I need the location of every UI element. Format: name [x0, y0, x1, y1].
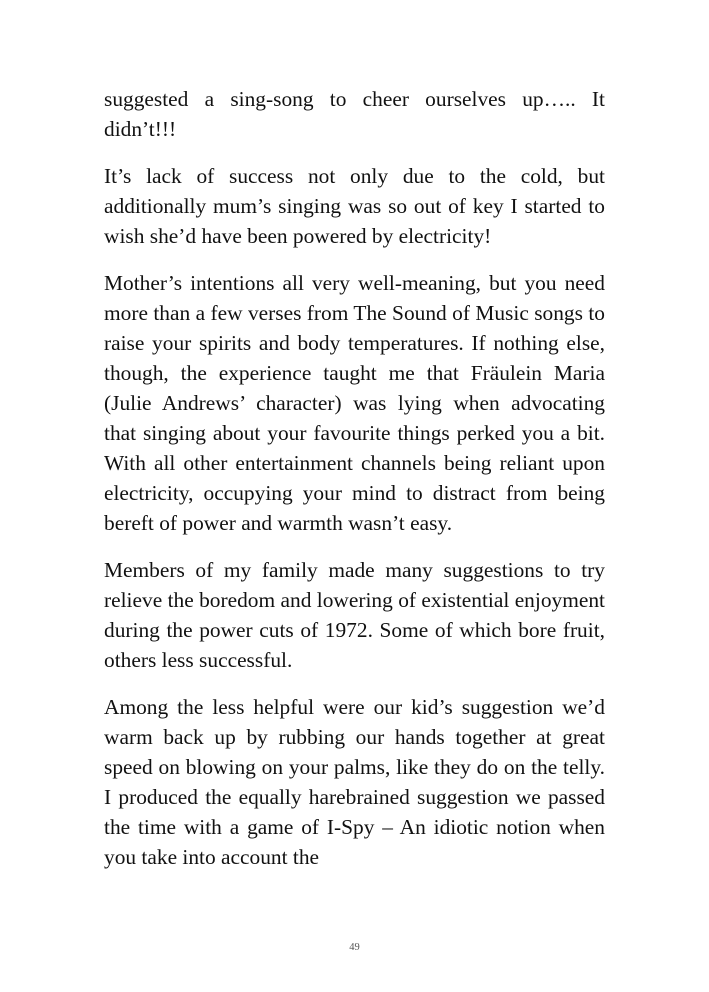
page-body: [104, 84, 605, 889]
page-number: 49: [349, 942, 360, 953]
paragraph-2: It’s lack of success not only due to the cold, but additionally mum’s singing was so out of key I started to wish she’d have been powered by electricity!: [104, 164, 605, 248]
paragraph-3: Mother’s intentions all very well-meaning, but you need more than a few verses from The Sound of Music songs to raise your spirits and body temperatures. If nothing else, though, the experience taught me that Fräulein Maria (Julie Andrews’ character) was lying when advocating that singing about your favourite things perked you a bit. With all other entertainment channels being reliant upon electricity, occupying your mind to distract from being bereft of power and warmth wasn’t easy.: [104, 271, 605, 535]
paragraph-1: suggested a sing-song to cheer ourselves up….. It didn’t!!!: [104, 87, 605, 141]
paragraph-5: Among the less helpful were our kid’s suggestion we’d warm back up by rubbing our hands together at great speed on blowing on your palms, like they do on the telly. I produced the equally harebrained suggestion we passed the time with a game of I-Spy – An idiotic notion when you take into account the: [104, 695, 605, 869]
paragraph-4: Members of my family made many suggestions to try relieve the boredom and lowering of existential enjoyment during the power cuts of 1972. Some of which bore fruit, others less successful.: [104, 558, 605, 672]
